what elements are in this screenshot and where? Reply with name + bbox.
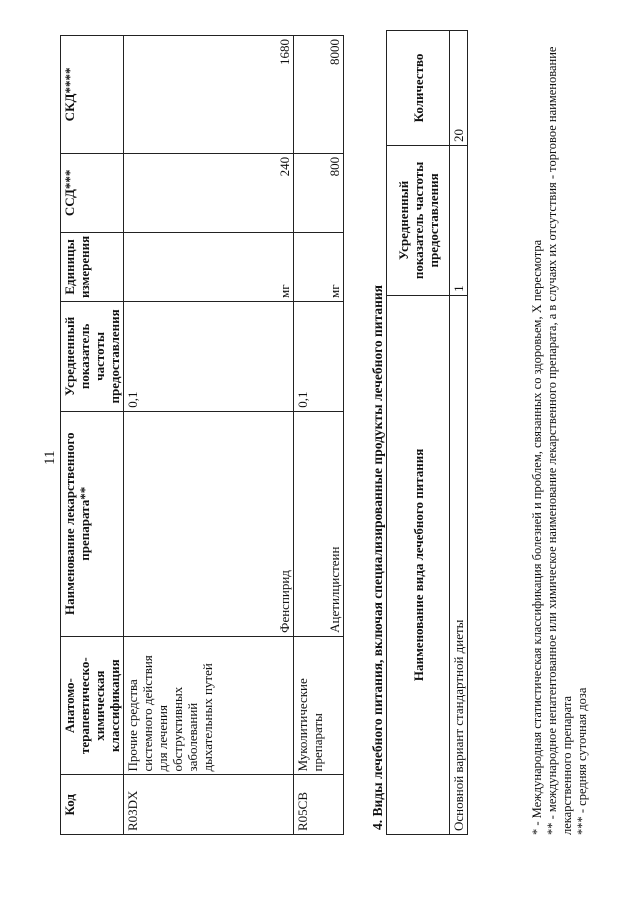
header-atc: Анатомо-терапевтическо-химическая классификация	[61, 636, 124, 775]
footnote: * - Международная статистическая классификация болезней и проблем, связанных со здоровьем, X пересмотра	[530, 239, 544, 835]
cell-skd: 1680	[276, 36, 294, 154]
diet-table	[386, 30, 468, 835]
cell-drug-name	[124, 411, 277, 636]
header-frequency: Усредненный показатель частоты предоставления	[61, 302, 124, 412]
drug-table	[60, 35, 344, 835]
cell-unit	[124, 232, 277, 301]
cell-ssd	[294, 153, 327, 232]
header-drug-name: Наименование лекарственного препарата**	[61, 411, 124, 636]
table-row	[450, 31, 468, 835]
header-skd: СКД****	[61, 36, 124, 154]
diet-table-header	[387, 31, 450, 835]
header-diet-quantity: Количество	[387, 31, 450, 146]
cell-atc: Прочие средства системного действия для лечения обструктивных заболеваний дыхательных путей	[124, 636, 294, 775]
cell-diet-quantity: 20	[450, 31, 468, 146]
cell-unit: мг	[326, 232, 344, 301]
drug-table-header	[61, 36, 124, 835]
footnote: *** - средняя суточная доза	[575, 687, 589, 835]
cell-unit: мг	[276, 232, 294, 301]
table-row	[124, 36, 277, 835]
header-code: Код	[61, 775, 124, 835]
section-heading: 4. Виды лечебного питания, включая специализированные продукты лечебного питания	[370, 285, 385, 830]
cell-code: R03DX	[124, 775, 294, 835]
footnote: ** - международное непатентованное или химическое наименование лекарственного препарата, а в случаях их отсутствия - торговое наименование лекарственного препарата	[545, 46, 574, 835]
cell-ssd: 800	[326, 153, 344, 232]
cell-drug-name: Фенспирид	[276, 411, 294, 636]
cell-diet-frequency: 1	[450, 145, 468, 295]
header-diet-frequency: Усредненный показатель частоты предоставления	[387, 145, 450, 295]
cell-skd	[124, 36, 277, 154]
cell-frequency	[326, 302, 344, 412]
header-unit: Единицы измерения	[61, 232, 124, 301]
cell-skd	[294, 36, 327, 154]
cell-skd: 8000	[326, 36, 344, 154]
header-diet-name: Наименование вида лечебного питания	[387, 295, 450, 834]
cell-frequency	[276, 302, 294, 412]
cell-diet-name: Основной вариант стандартной диеты	[450, 295, 468, 834]
cell-code: R05CB	[294, 775, 344, 835]
page-number: 11	[42, 450, 58, 465]
cell-unit	[294, 232, 327, 301]
cell-atc: Муколитические препараты	[294, 636, 344, 775]
cell-frequency: 0,1	[294, 302, 327, 412]
cell-ssd	[124, 153, 277, 232]
cell-ssd: 240	[276, 153, 294, 232]
table-row	[294, 36, 327, 835]
footnotes	[530, 15, 590, 835]
cell-drug-name: Ацетилцистеин	[326, 411, 344, 636]
cell-drug-name	[294, 411, 327, 636]
cell-frequency: 0,1	[124, 302, 277, 412]
header-ssd: ССД***	[61, 153, 124, 232]
